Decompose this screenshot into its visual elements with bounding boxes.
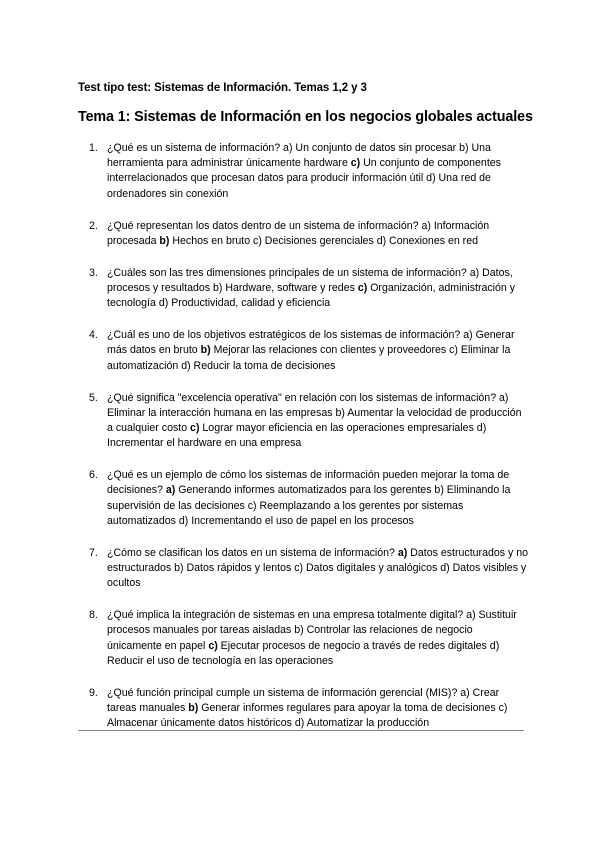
question-number: 5.	[89, 391, 98, 404]
question-item	[80, 266, 530, 312]
question-text-segment: ¿Cuál es uno de los objetivos estratégicos de los sistemas de información? a) Generar más datos en bruto	[107, 329, 515, 357]
correct-answer-marker: c)	[208, 639, 218, 652]
question-text-segment: ¿Qué implica la integración de sistemas en una empresa totalmente digital? a) Sustituir procesos manuales por tareas aisladas b) Controlar las relaciones de negocio únicamente en papel	[107, 609, 517, 652]
question-text	[107, 391, 530, 452]
section-title: Tema 1: Sistemas de Información en los negocios globales actuales	[78, 109, 533, 125]
question-text-segment: Ejecutar procesos de negocio a través de redes digitales d) Reducir el uso de tecnología en las operaciones	[107, 639, 500, 667]
question-text	[107, 546, 530, 592]
question-number: 9.	[89, 686, 98, 699]
question-number: 6.	[89, 469, 98, 482]
question-text-segment: ¿Qué función principal cumple un sistema de información gerencial (MIS)? a) Crear tareas manuales	[107, 686, 500, 715]
question-text	[107, 219, 530, 249]
correct-answer-marker: c)	[350, 157, 361, 170]
question-item	[80, 328, 530, 374]
correct-answer-marker: b)	[188, 702, 199, 715]
question-item	[80, 219, 530, 249]
document-title: Test tipo test: Sistemas de Información. Temas 1,2 y 3	[78, 82, 367, 94]
question-number: 7.	[89, 546, 98, 559]
question-item	[80, 141, 530, 202]
correct-answer-marker: b)	[200, 344, 211, 357]
question-text	[107, 141, 530, 202]
question-text-segment: ¿Qué es un sistema de información? a) Un conjunto de datos sin procesar b) Una herramienta para administrar únicamente hardware	[107, 142, 491, 170]
question-number: 2.	[89, 219, 98, 232]
question-text	[107, 608, 530, 669]
correct-answer-marker: a)	[397, 546, 408, 559]
question-text-segment: ¿Cuáles son las tres dimensiones principales de un sistema de información? a) Datos, procesos y resultados b) Hardware, software y redes	[107, 266, 513, 295]
question-text-segment: Lograr mayor eficiencia en las operaciones empresariales d) Incrementar el hardware en una empresa	[107, 422, 487, 450]
correct-answer-marker: a)	[165, 484, 176, 497]
page-divider	[78, 730, 524, 731]
question-text	[107, 468, 530, 529]
question-text	[107, 266, 530, 312]
question-number: 1.	[89, 142, 98, 154]
question-text-segment: Un conjunto de componentes interrelacionados que procesan datos para producir información útil d) Una red de ordenadores sin conexión	[107, 157, 501, 200]
question-text	[107, 328, 530, 374]
question-text-segment: ¿Qué es un ejemplo de cómo los sistemas de información pueden mejorar la toma de decisiones?	[107, 469, 510, 497]
question-text-segment: Datos estructurados y no estructurados b) Datos rápidos y lentos c) Datos digitales y analógicos d) Datos visibles y ocultos	[107, 546, 529, 590]
question-item	[80, 686, 530, 732]
question-item	[80, 546, 530, 592]
question-text-segment: Organización, administración y tecnología d) Productividad, calidad y eficiencia	[107, 282, 516, 310]
question-number: 8.	[89, 609, 98, 622]
question-item	[80, 468, 530, 529]
question-number: 4.	[89, 329, 98, 342]
question-item	[80, 391, 530, 452]
question-text	[107, 686, 530, 732]
question-text-segment: ¿Qué significa "excelencia operativa" en relación con los sistemas de información? a) Eliminar la interacción humana en las empresas b) Aumentar la velocidad de producción a cualquier costo	[107, 391, 522, 435]
question-text-segment: Hechos en bruto c) Decisiones gerenciales d) Conexiones en red	[169, 234, 478, 247]
question-text-segment: ¿Cómo se clasifican los datos en un sistema de información?	[107, 546, 398, 559]
question-text-segment: Generando informes automatizados para los gerentes b) Eliminando la supervisión de las decisiones c) Reemplazando a los gerentes por sistemas automatizados d) Incrementando el uso de papel en los procesos	[107, 484, 511, 527]
correct-answer-marker: c)	[357, 282, 368, 295]
correct-answer-marker: c)	[190, 422, 200, 435]
question-text-segment: ¿Qué representan los datos dentro de un sistema de información? a) Información procesada	[107, 219, 490, 247]
correct-answer-marker: b)	[159, 234, 170, 247]
question-list	[80, 141, 530, 748]
question-text-segment: Generar informes regulares para apoyar la toma de decisiones c) Almacenar únicamente datos históricos d) Automatizar la producción	[107, 702, 508, 730]
question-number: 3.	[89, 266, 98, 279]
question-text-segment: Mejorar las relaciones con clientes y proveedores c) Eliminar la automatización d) Reducir la toma de decisiones	[107, 344, 511, 372]
question-item	[80, 608, 530, 669]
